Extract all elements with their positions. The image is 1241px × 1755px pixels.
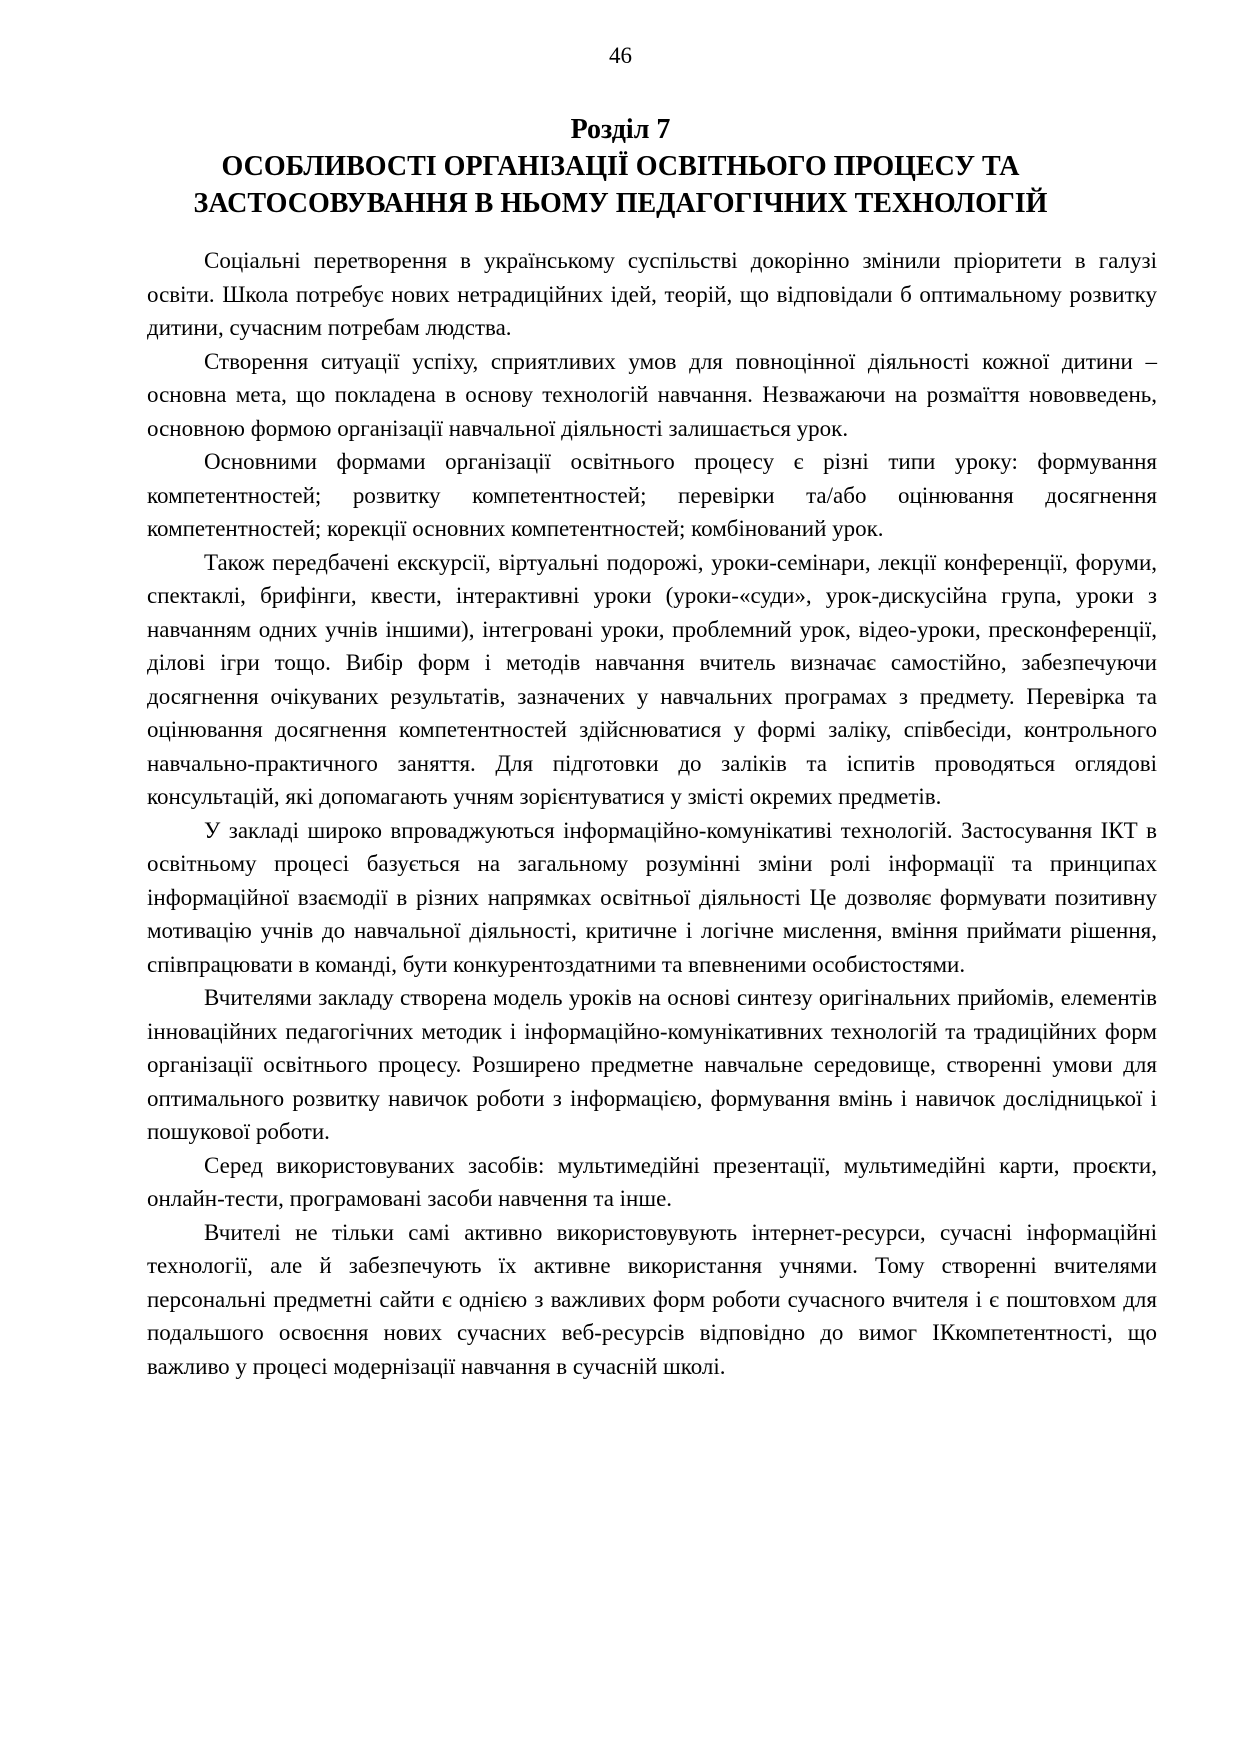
chapter-label: Розділ 7	[570, 114, 671, 145]
paragraph: Також передбачені екскурсії, віртуальні подорожі, уроки-семінари, лекції конференції, форуми, спектаклі, брифінги, квести, інтерактивні уроки (уроки-«суди», урок-дискусійна група, уроки з навчанням одних учнів іншими), інтегровані уроки, проблемний урок, відео-уроки, пресконференції, ділові ігри тощо. Вибір форм і методів навчання вчитель визначає самостійно, забезпечуючи досягнення очікуваних результатів, зазначених у навчальних програмах з предмету. Перевірка та оцінювання досягнення компетентностей здійснюватися у формі заліку, співбесіди, контрольного навчально-практичного заняття. Для підготовки до заліків та іспитів проводяться оглядові консультацій, які допомагають учням зорієнтуватися у змісті окремих предметів.	[147, 549, 1157, 809]
paragraph: Вчителями закладу створена модель уроків на основі синтезу оригінальних прийомів, елементів інноваційних педагогічних методик і інформаційно-комунікативних технологій та традиційних форм організації освітнього процесу. Розширено предметне навчальне середовище, створенні умови для оптимального розвитку навичок роботи з інформацією, формування вмінь і навичок дослідницької і пошукової роботи.	[147, 985, 1157, 1144]
paragraph: Основними формами організації освітнього процесу є різні типи уроку: формування компетентностей; розвитку компетентностей; перевірки та/або оцінювання досягнення компетентностей; корекції основних компетентностей; комбінований урок.	[147, 449, 1157, 541]
paragraph: Створення ситуації успіху, сприятливих умов для повноцінної діяльності кожної дитини – основна мета, що покладена в основу технологій навчання. Незважаючи на розмаїття нововведень, основною формою організації навчальної діяльності залишається урок.	[147, 348, 1157, 441]
paragraph: У закладі широко впроваджуються інформаційно-комунікативі технологій. Застосування ІКТ в освітньому процесі базується на загальному розумінні зміни ролі інформації та принципах інформаційної взаємодії в різних напрямках освітньої діяльності Це дозволяє формувати позитивну мотивацію учнів до навчальної діяльності, критичне і логічне мислення, вміння приймати рішення, співпрацювати в команді, бути конкурентоздатними та впевненими особистостями.	[147, 817, 1157, 977]
paragraph: Серед використовуваних засобів: мультимедійні презентації, мультимедійні карти, проєкти, онлайн-тести, програмовані засоби навчення та інше.	[147, 1152, 1157, 1211]
chapter-heading-block	[0, 111, 1241, 222]
paragraph: Вчителі не тільки самі активно використовувують інтернет-ресурси, сучасні інформаційні технології, але й забезпечують їх активне використання учнями. Тому створенні вчителями персональні предметні сайти є однією з важливих форм роботи сучасного вчителя і є поштовхом для подальшого освоєння нових сучасних веб-ресурсів відповідно до вимог ІКкомпетентності, що важливо у процесі модернізації навчання в сучасній школі.	[147, 1219, 1157, 1379]
document-body	[147, 244, 1157, 1383]
paragraph: Соціальні перетворення в українському суспільстві докорінно змінили пріоритети в галузі освіти. Школа потребує нових нетрадиційних ідей, теорій, що відповідали б оптимальному розвитку дитини, сучасним потребам людства.	[147, 248, 1157, 340]
doc-title-line-2: ЗАСТОСОВУВАННЯ В НЬОМУ ПЕДАГОГІЧНИХ ТЕХНОЛОГІЙ	[193, 188, 1048, 219]
doc-title-line-1: ОСОБЛИВОСТІ ОРГАНІЗАЦІЇ ОСВІТНЬОГО ПРОЦЕСУ ТА	[221, 151, 1020, 182]
page-number: 46	[609, 43, 632, 68]
